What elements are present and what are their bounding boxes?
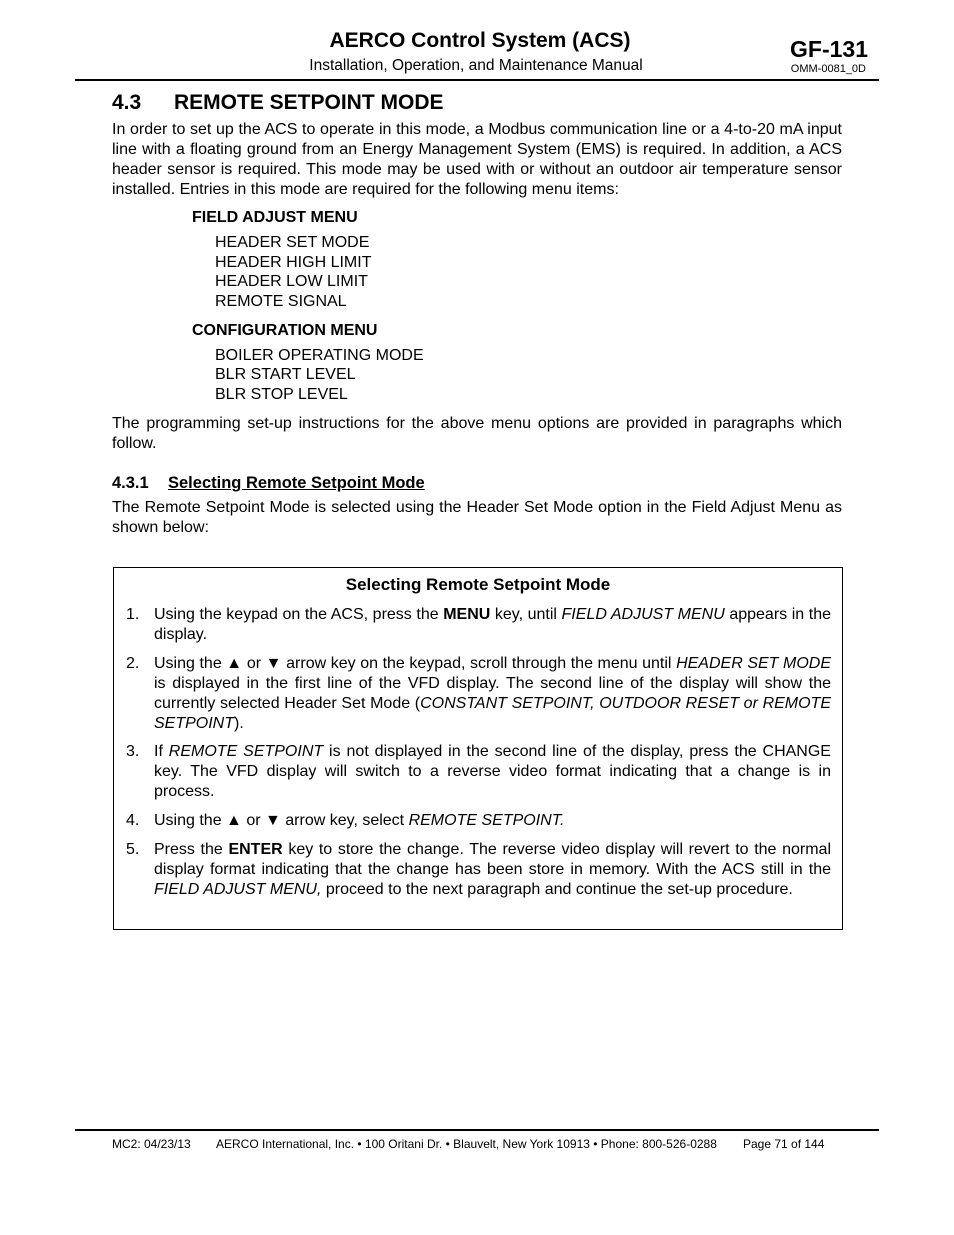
subsection-title: Selecting Remote Setpoint Mode xyxy=(168,474,425,492)
subsection-number: 4.3.1 xyxy=(112,474,149,492)
procedure-box xyxy=(113,567,843,930)
document-subtitle: Installation, Operation, and Maintenance Manual xyxy=(309,57,643,74)
document-number: OMM-0081_0D xyxy=(790,63,866,75)
menu-item-remote-signal: REMOTE SIGNAL xyxy=(215,293,347,310)
document-code: GF-131 xyxy=(790,36,868,62)
subsection-paragraph: The Remote Setpoint Mode is selected using the Header Set Mode option in the Field Adjust Menu as shown below: xyxy=(112,499,842,536)
menu-item-blr-stop-level: BLR STOP LEVEL xyxy=(215,386,348,403)
step-number: 5. xyxy=(126,841,140,858)
menu-item-header-low-limit: HEADER LOW LIMIT xyxy=(215,273,368,290)
procedure-title: Selecting Remote Setpoint Mode xyxy=(345,575,611,594)
footer-page-number: Page 71 of 144 xyxy=(743,1137,825,1151)
section-title: REMOTE SETPOINT MODE xyxy=(174,91,444,114)
step-text: Using the ▲ or ▼ arrow key, select REMOTE SETPOINT. xyxy=(154,812,565,829)
footer-revision-date: MC2: 04/23/13 xyxy=(112,1137,191,1151)
footer-divider xyxy=(75,1129,879,1131)
section-number: 4.3 xyxy=(112,91,142,114)
step-text: Using the ▲ or ▼ arrow key on the keypad, scroll through the menu until HEADER SET MODE is displayed in the first line of the VFD display. The second line of the display will show the currently selected Header Set Mode (CONSTANT SETPOINT, OUTDOOR RESET or REMOTE SETPOINT). xyxy=(154,655,832,732)
menu-item-header-high-limit: HEADER HIGH LIMIT xyxy=(215,254,372,271)
followup-paragraph: The programming set-up instructions for the above menu options are provided in paragraphs which follow. xyxy=(112,415,842,452)
footer-company-address: AERCO International, Inc. • 100 Oritani Dr. • Blauvelt, New York 10913 • Phone: 800-526-0288 xyxy=(216,1137,717,1151)
step-number: 3. xyxy=(126,743,140,760)
section-intro-paragraph: In order to set up the ACS to operate in this mode, a Modbus communication line or a 4-to-20 mA input line with a floating ground from an Energy Management System (EMS) is required. In addition, a ACS header sensor is required. This mode may be used with or without an outdoor air temperature sensor installed. Entries in this mode are required for the following menu items: xyxy=(112,121,842,198)
step-text: Press the ENTER key to store the change. The reverse video display will revert to the normal display format indicating that the change has been store in memory. With the ACS still in the FIELD ADJUST MENU, proceed to the next paragraph and continue the set-up procedure. xyxy=(154,841,831,898)
step-number: 4. xyxy=(126,812,140,829)
header-divider xyxy=(75,79,879,81)
menu-item-header-set-mode: HEADER SET MODE xyxy=(215,234,370,251)
configuration-menu-heading: CONFIGURATION MENU xyxy=(192,322,378,339)
field-adjust-menu-heading: FIELD ADJUST MENU xyxy=(192,209,358,226)
step-number: 2. xyxy=(126,655,140,672)
menu-item-boiler-operating-mode: BOILER OPERATING MODE xyxy=(215,347,424,364)
document-title: AERCO Control System (ACS) xyxy=(329,29,631,52)
step-number: 1. xyxy=(126,606,140,623)
menu-item-blr-start-level: BLR START LEVEL xyxy=(215,366,356,383)
step-text: Using the keypad on the ACS, press the MENU key, until FIELD ADJUST MENU appears in the display. xyxy=(154,606,831,643)
step-text: If REMOTE SETPOINT is not displayed in the second line of the display, press the CHANGE key. The VFD display will switch to a reverse video format indicating that a change is in process. xyxy=(154,743,831,800)
